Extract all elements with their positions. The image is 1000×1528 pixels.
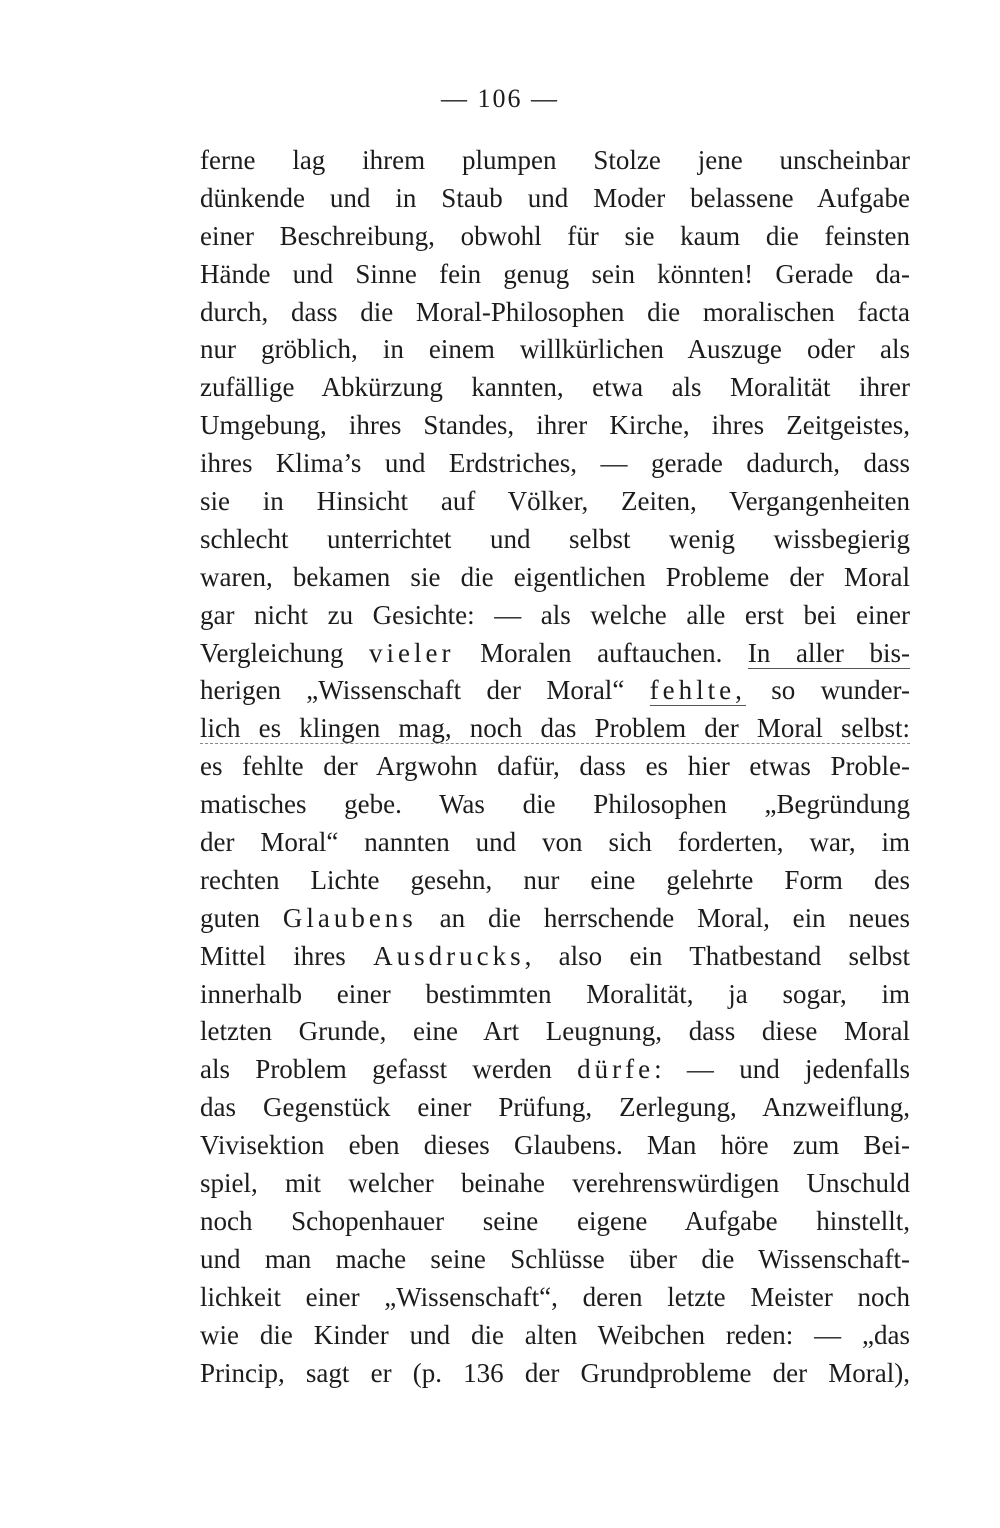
text-line <box>200 331 910 369</box>
text-span: ihres Klima’s und Erdstriches, — gerade dadurch, dass <box>200 448 910 479</box>
text-line <box>200 938 910 976</box>
text-line <box>200 1165 910 1203</box>
text-line <box>200 1089 910 1127</box>
text-line <box>200 862 910 900</box>
text-span: dünkende und in Staub und Moder belassene Aufgabe <box>200 182 910 213</box>
text-span: waren, bekamen sie die eigentlichen Probleme der Moral <box>200 561 910 592</box>
text-span: spiel, mit welcher beinahe verehrenswürdigen Unschuld <box>200 1168 910 1199</box>
text-span: Mittel ihres <box>200 940 374 971</box>
text-span: und man mache seine Schlüsse über die Wissenschaft- <box>200 1243 910 1274</box>
text-line <box>200 294 910 332</box>
text-span: letzten Grunde, eine Art Leugnung, dass diese Moral <box>200 1016 910 1047</box>
text-span: guten <box>200 902 283 933</box>
text-line <box>200 1241 910 1279</box>
text-line <box>200 1013 910 1051</box>
text-line <box>200 710 910 748</box>
text-line <box>200 672 910 710</box>
text-span: durch, dass die Moral-Philosophen die moralischen facta <box>200 296 910 327</box>
emphasized-text: lich es klingen mag, noch das Problem der Moral selbst: <box>200 713 910 744</box>
text-line <box>200 748 910 786</box>
text-span: wie die Kinder und die alten Weibchen reden: — „das <box>200 1319 910 1350</box>
text-line <box>200 445 910 483</box>
text-span: an die herrschende Moral, ein neues <box>416 902 910 933</box>
text-span: einer Beschreibung, obwohl für sie kaum die feinsten <box>200 220 910 251</box>
text-span: herigen „Wissenschaft der Moral“ <box>200 675 650 706</box>
text-line <box>200 1127 910 1165</box>
text-span: matisches gebe. Was die Philosophen „Begründung <box>200 789 910 820</box>
text-line <box>200 521 910 559</box>
text-span: sie in Hinsicht auf Völker, Zeiten, Vergangenheiten <box>200 486 910 517</box>
text-line <box>200 1203 910 1241</box>
text-span: das Gegenstück einer Prüfung, Zerlegung, Anzweiflung, <box>200 1092 910 1123</box>
text-line <box>200 1317 910 1355</box>
text-line <box>200 824 910 862</box>
emphasized-text: fehlte, <box>649 675 746 706</box>
text-line <box>200 369 910 407</box>
emphasized-text: In aller bis- <box>747 637 910 668</box>
text-line <box>200 256 910 294</box>
text-span: Umgebung, ihres Standes, ihrer Kirche, ihres Zeitgeistes, <box>200 410 910 441</box>
page-number: — 106 — <box>441 84 559 113</box>
text-span: es fehlte der Argwohn dafür, dass es hier etwas Proble- <box>200 751 910 782</box>
text-line <box>200 142 910 180</box>
text-line <box>200 1051 910 1089</box>
text-line <box>200 218 910 256</box>
text-line <box>200 559 910 597</box>
text-span: so wunder- <box>745 675 910 706</box>
text-line <box>200 1279 910 1317</box>
emphasized-text: vieler <box>369 637 455 668</box>
emphasized-text: Glaubens <box>282 902 417 933</box>
text-span: Vivisektion eben dieses Glaubens. Man höre zum Bei- <box>200 1130 910 1161</box>
body-text <box>200 142 910 1392</box>
text-line <box>200 407 910 445</box>
emphasized-text: Ausdrucks <box>373 940 525 971</box>
text-line <box>200 483 910 521</box>
text-line <box>200 597 910 635</box>
text-span: Moralen auftauchen. <box>454 637 748 668</box>
text-line <box>200 635 910 673</box>
text-span: Vergleichung <box>200 637 370 668</box>
text-span: als Problem gefasst werden <box>200 1054 578 1085</box>
text-span: lichkeit einer „Wissenschaft“, deren letzte Meister noch <box>200 1281 910 1312</box>
text-line <box>200 976 910 1014</box>
text-span: Hände und Sinne fein genug sein könnten! Gerade da- <box>200 258 910 289</box>
text-line <box>200 786 910 824</box>
text-line <box>200 1355 910 1393</box>
text-span: gar nicht zu Gesichte: — als welche alle erst bei einer <box>200 599 910 630</box>
text-span: nur gröblich, in einem willkürlichen Auszuge oder als <box>200 334 910 365</box>
text-span: noch Schopenhauer seine eigene Aufgabe hinstellt, <box>200 1205 910 1236</box>
text-span: schlecht unterrichtet und selbst wenig wissbegierig <box>200 523 910 554</box>
emphasized-text: dürfe <box>577 1054 655 1085</box>
text-line <box>200 900 910 938</box>
text-span: rechten Lichte gesehn, nur eine gelehrte Form des <box>200 864 910 895</box>
text-span: zufällige Abkürzung kannten, etwa als Moralität ihrer <box>200 372 910 403</box>
text-span: innerhalb einer bestimmten Moralität, ja sogar, im <box>200 978 910 1009</box>
text-line <box>200 180 910 218</box>
text-span: Princip, sagt er (p. 136 der Grundprobleme der Moral), <box>200 1357 910 1388</box>
text-span: : — und jedenfalls <box>654 1054 910 1085</box>
text-span: ferne lag ihrem plumpen Stolze jene unscheinbar <box>200 145 910 175</box>
text-span: , also ein Thatbestand selbst <box>524 940 910 971</box>
text-span: der Moral“ nannten und von sich forderten, war, im <box>200 827 910 858</box>
